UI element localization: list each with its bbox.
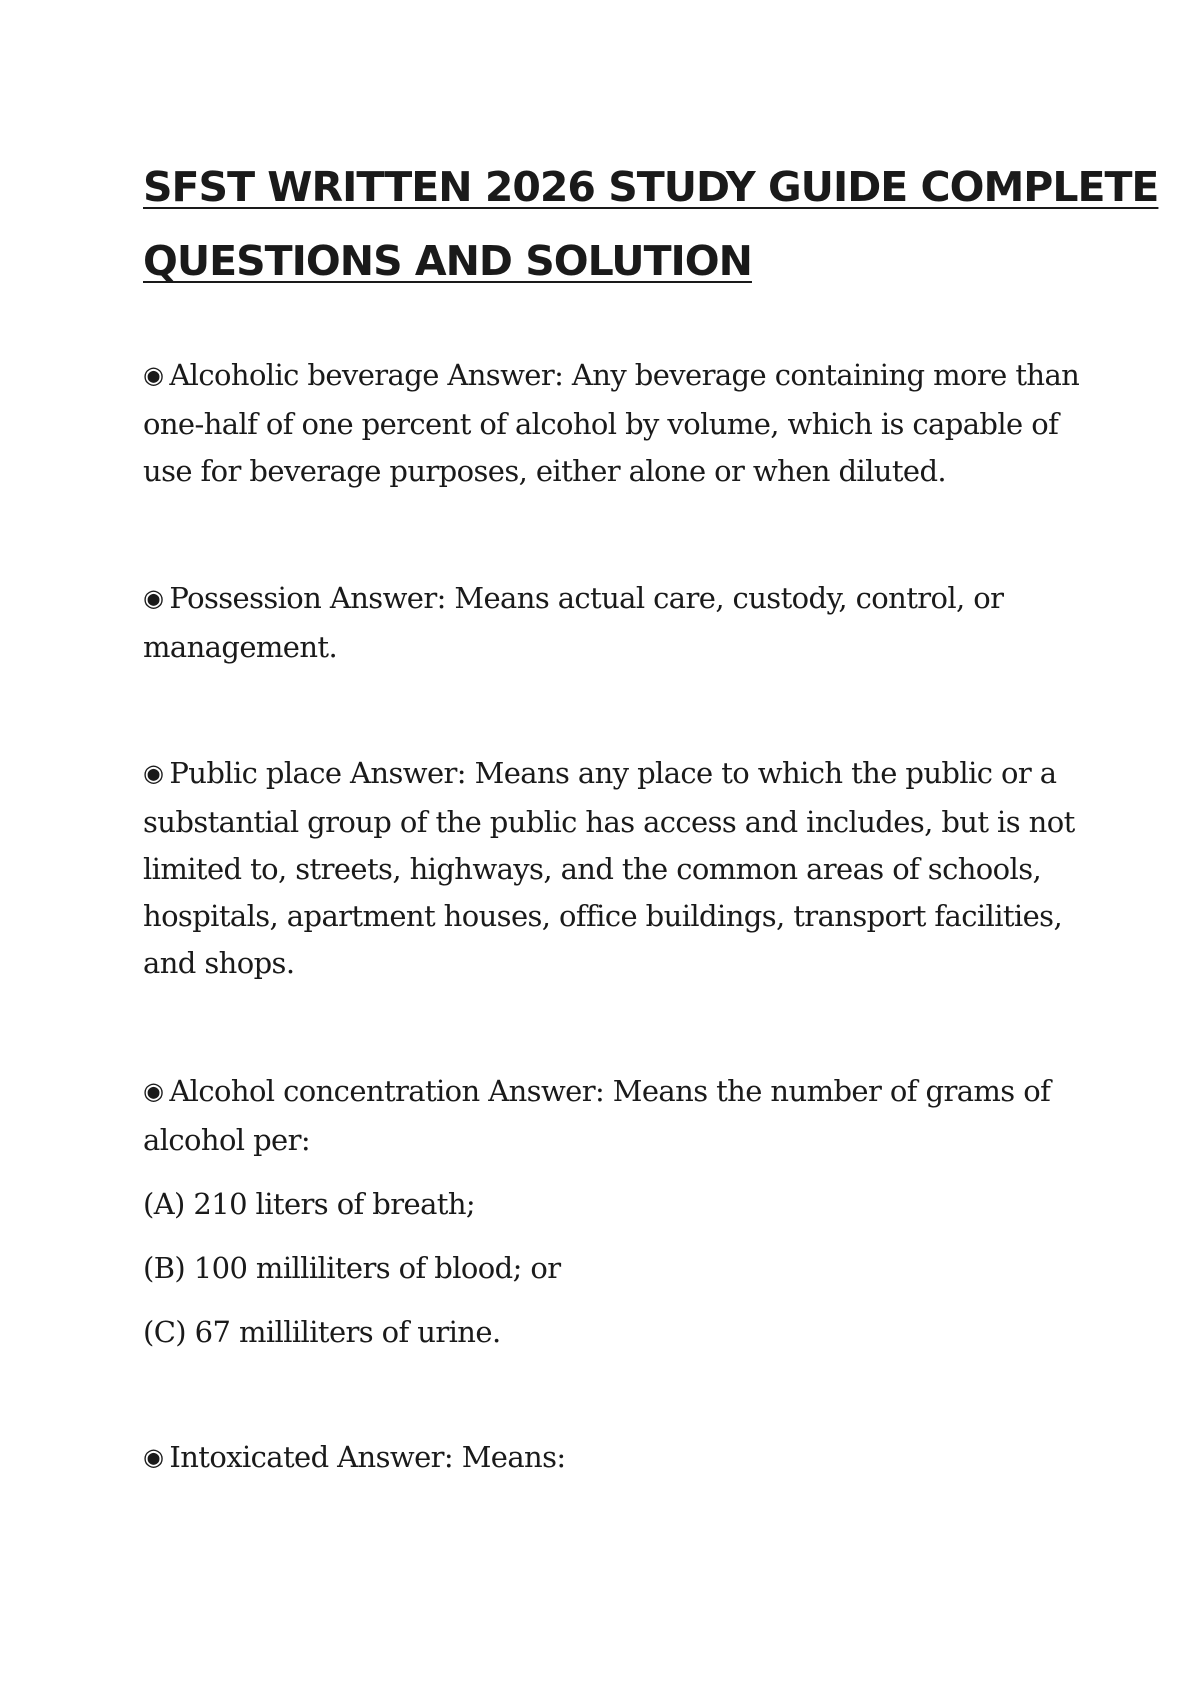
entry-text: Alcoholic beverage Answer: Any beverage containing more than one-half of one percent of alcohol by volume, which is capable of use for beverage purposes, either alone or when diluted. — [143, 358, 1080, 488]
bullet-icon: ◉ — [143, 584, 164, 612]
title-line-1: SFST WRITTEN 2026 STUDY GUIDE COMPLETE — [143, 163, 1159, 211]
bullet-icon: ◉ — [143, 361, 164, 389]
entry-intoxicated — [143, 1434, 1083, 1483]
subitem-c: (C) 67 milliliters of urine. — [143, 1315, 501, 1349]
entry-text: Intoxicated Answer: Means: — [169, 1440, 566, 1474]
title-line-2: QUESTIONS AND SOLUTION — [143, 237, 752, 285]
entry-text: Public place Answer: Means any place to which the public or a substantial group of the public has access and includes, but is not limited to, streets, highways, and the common areas of schools, hospitals, apartment houses, office buildings, transport facilities, and shops. — [143, 756, 1075, 980]
bullet-icon: ◉ — [143, 1443, 164, 1471]
entry-possession — [143, 575, 1083, 671]
entry-text: Possession Answer: Means actual care, custody, control, or management. — [143, 581, 1004, 664]
entry-public-place — [143, 750, 1083, 987]
entry-text: Alcohol concentration Answer: Means the number of grams of alcohol per: — [143, 1074, 1051, 1157]
subitem-b: (B) 100 milliliters of blood; or — [143, 1251, 561, 1285]
entry-alcohol-concentration — [143, 1068, 1083, 1356]
subitem-a: (A) 210 liters of breath; — [143, 1187, 476, 1221]
document-title — [143, 150, 1159, 298]
bullet-icon: ◉ — [143, 1077, 164, 1105]
bullet-icon: ◉ — [143, 759, 164, 787]
entry-alcoholic-beverage — [143, 352, 1083, 495]
